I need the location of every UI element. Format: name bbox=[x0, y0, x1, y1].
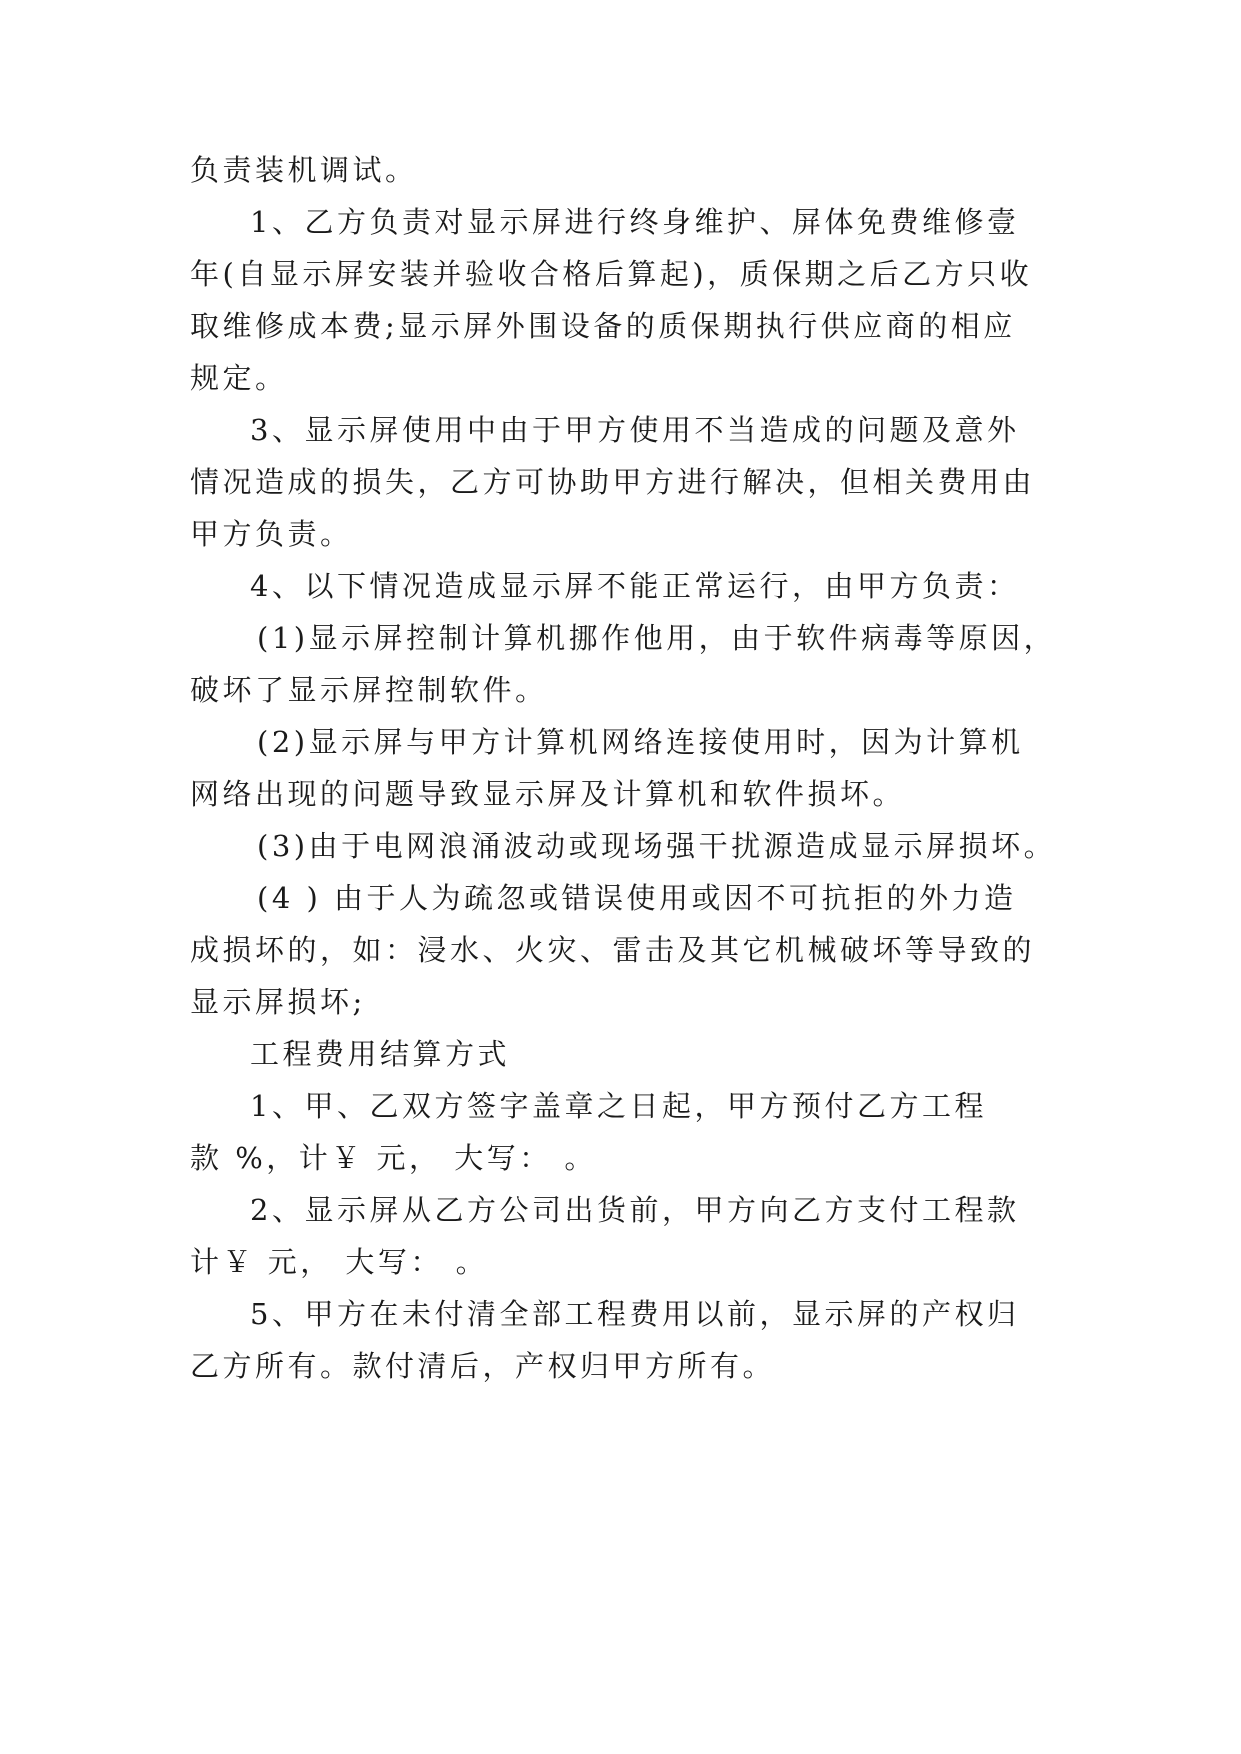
text-line-19: 1、甲、乙双方签字盖章之日起，甲方预付乙方工程 bbox=[250, 1089, 987, 1123]
text-line-23: 5、甲方在未付清全部工程费用以前，显示屏的产权归 bbox=[250, 1297, 1020, 1331]
text-line-11: 破坏了显示屏控制软件。 bbox=[190, 673, 548, 707]
text-line-17: 显示屏损坏; bbox=[190, 985, 366, 1019]
text-line-15: (4 ) 由于人为疏忽或错误使用或因不可抗拒的外力造 bbox=[257, 881, 1017, 915]
text-line-24: 乙方所有。款付清后，产权归甲方所有。 bbox=[190, 1349, 776, 1383]
text-line-12: (2)显示屏与甲方计算机网络连接使用时，因为计算机 bbox=[257, 725, 1024, 759]
text-line-5: 规定。 bbox=[190, 361, 288, 395]
text-line-20: 款 %，计￥ 元， 大写： 。 bbox=[190, 1141, 597, 1175]
text-line-13: 网络出现的问题导致显示屏及计算机和软件损坏。 bbox=[190, 777, 906, 811]
text-line-9: 4、以下情况造成显示屏不能正常运行，由甲方负责： bbox=[250, 569, 1020, 603]
text-line-3: 年(自显示屏安装并验收合格后算起)，质保期之后乙方只收 bbox=[190, 257, 1033, 291]
text-line-22: 计￥ 元， 大写： 。 bbox=[190, 1245, 489, 1279]
text-line-14: (3)由于电网浪涌波动或现场强干扰源造成显示屏损坏。 bbox=[257, 829, 1057, 863]
text-line-10: (1)显示屏控制计算机挪作他用，由于软件病毒等原因， bbox=[257, 621, 1057, 655]
text-line-1: 负责装机调试。 bbox=[190, 153, 418, 187]
text-line-6: 3、显示屏使用中由于甲方使用不当造成的问题及意外 bbox=[250, 413, 1020, 447]
text-line-8: 甲方负责。 bbox=[190, 517, 353, 551]
text-line-21: 2、显示屏从乙方公司出货前，甲方向乙方支付工程款 bbox=[250, 1193, 1020, 1227]
text-line-4: 取维修成本费;显示屏外围设备的质保期执行供应商的相应 bbox=[190, 309, 1016, 343]
text-line-7: 情况造成的损失，乙方可协助甲方进行解决，但相关费用由 bbox=[190, 465, 1036, 499]
section-heading: 工程费用结算方式 bbox=[250, 1037, 511, 1071]
text-line-16: 成损坏的，如：浸水、火灾、雷击及其它机械破坏等导致的 bbox=[190, 933, 1036, 967]
text-line-2: 1、乙方负责对显示屏进行终身维护、屏体免费维修壹 bbox=[250, 205, 1020, 239]
